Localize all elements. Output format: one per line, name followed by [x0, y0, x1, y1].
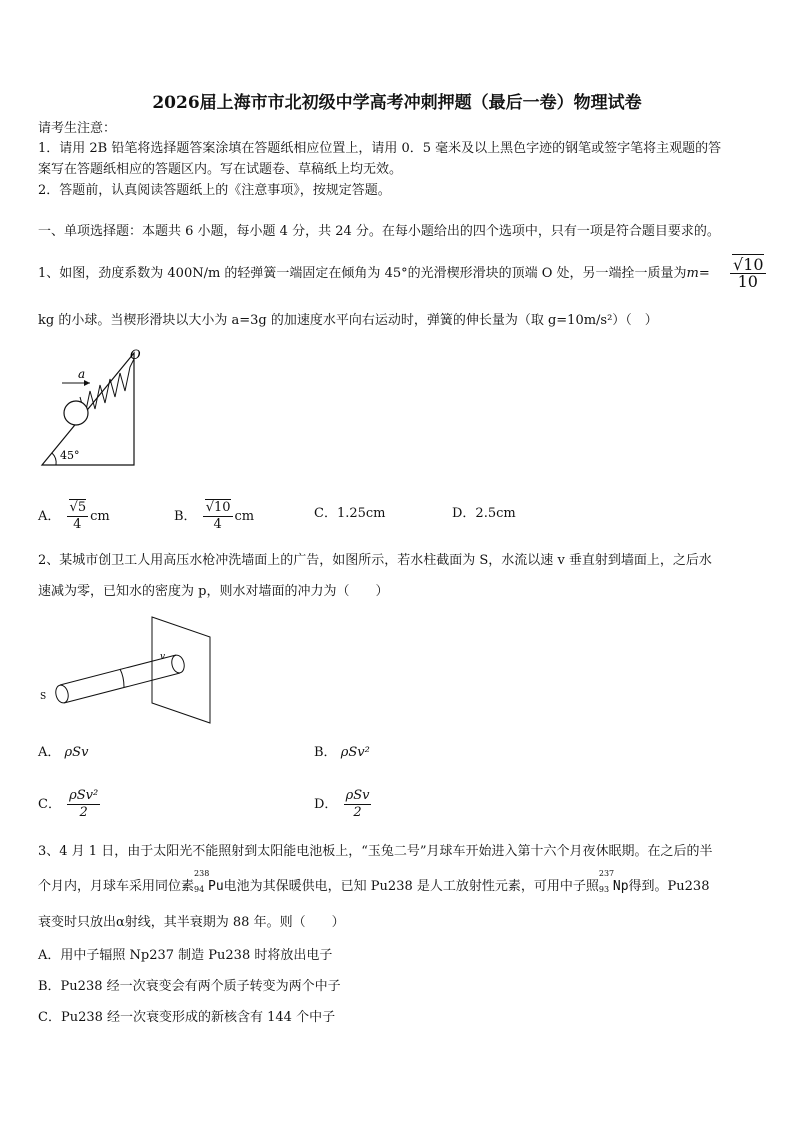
- q3-stem-line-3: 衰变时只放出α射线，其半衰期为 88 年。则（ ）: [38, 915, 345, 930]
- q3-option-c: C．Pu238 经一次衰变形成的新核含有 144 个中子: [38, 1010, 336, 1025]
- q1-mass-numerator: √10: [733, 255, 764, 274]
- label-O: O: [130, 348, 141, 363]
- q1-stem-text: 1、如图，劲度系数为 400N/m 的轻弹簧一端固定在倾角为 45°的光滑楔形滑块的顶端 O 处，另一端拴一质量为: [38, 266, 687, 281]
- hose-bottom-edge: [64, 673, 180, 703]
- q2-hose-figure: [38, 615, 218, 725]
- notice-heading: 请考生注意：: [38, 121, 117, 136]
- label-a: a: [78, 367, 86, 381]
- q2-stem-line-1: 2、某城市创卫工人用高压水枪冲洗墙面上的广告，如图所示，若水柱截面为 S，水流以速 v 垂直射到墙面上，之后水: [38, 553, 712, 568]
- section-heading: 一、单项选择题：本题共 6 小题，每小题 4 分，共 24 分。在每小题给出的四个选项中，只有一项是符合题目要求的。: [38, 224, 720, 239]
- q1-option-b: B． $\frac{√10}{4}$ cm: [174, 500, 255, 532]
- q1-mass-symbol: m=: [686, 266, 710, 281]
- q1-stem-line-1: [38, 265, 758, 283]
- q1-option-a: A． $\frac{√5}{4}$ cm: [38, 500, 110, 532]
- q1-mass-fraction: [730, 257, 766, 290]
- pu238-isotope: 238 94 Pu: [194, 869, 224, 894]
- spring-coil: [80, 359, 134, 415]
- q3-stem-line-1: 3、4 月 1 日，由于太阳光不能照射到太阳能电池板上，“玉兔二号”月球车开始进入第十六个月夜休眠期。在之后的半: [38, 844, 713, 859]
- label-v: v: [160, 652, 166, 662]
- hose-opening: [54, 684, 70, 704]
- q3-option-b: B．Pu238 经一次衰变会有两个质子转变为两个中子: [38, 979, 341, 994]
- q3-option-a: A．用中子辐照 Np237 制造 Pu238 时将放出电子: [38, 948, 333, 963]
- q2-stem-line-2: 速减为零，已知水的密度为 p，则水对墙面的冲力为（ ）: [38, 584, 389, 599]
- page-title: 2026届上海市市北初级中学高考冲刺押题（最后一卷）物理试卷: [152, 93, 642, 113]
- q2-option-a: A． ρSv: [38, 745, 89, 760]
- label-S: S: [40, 692, 47, 702]
- q1-stem-line-2: kg 的小球。当楔形滑块以大小为 a=3g 的加速度水平向右运动时，弹簧的伸长量为（取 g=10m/s²）（ ）: [38, 313, 658, 328]
- q1-option-c: C．1.25cm: [314, 506, 386, 521]
- notice-line-2: 案写在答题纸相应的答题区内。写在试题卷、草稿纸上均无效。: [38, 162, 403, 177]
- hose-top-edge: [60, 655, 176, 685]
- q1-mass-denominator: 10: [737, 272, 758, 291]
- q1-option-d: D．2.5cm: [452, 506, 516, 521]
- q2-option-d: D． $\frac{\text{ρSv}}{2}$: [314, 788, 370, 820]
- label-angle: 45°: [60, 449, 80, 462]
- q1-wedge-figure: [38, 345, 148, 470]
- q2-option-b: B． ρSv²: [314, 745, 370, 760]
- wall: [152, 617, 210, 723]
- q3-stem-line-2: 个月内，月球车采用同位素 238 94 Pu电池为其保暖供电，已知 Pu238 是人工放射性元素，可用中子照 237 93 Np得到。Pu238: [38, 869, 710, 894]
- np237-isotope: 237 93 Np: [598, 869, 629, 894]
- wedge-triangle: [42, 353, 134, 465]
- q2-option-c: C． $\frac{\text{ρSv²}}{2}$: [38, 788, 99, 820]
- ball: [64, 401, 88, 425]
- notice-line-3: 2．答题前，认真阅读答题纸上的《注意事项》，按规定答题。: [38, 183, 391, 198]
- notice-line-1: 1．请用 2B 铅笔将选择题答案涂填在答题纸相应位置上，请用 0．5 毫米及以上黑色字迹的钢笔或签字笔将主观题的答: [38, 141, 722, 156]
